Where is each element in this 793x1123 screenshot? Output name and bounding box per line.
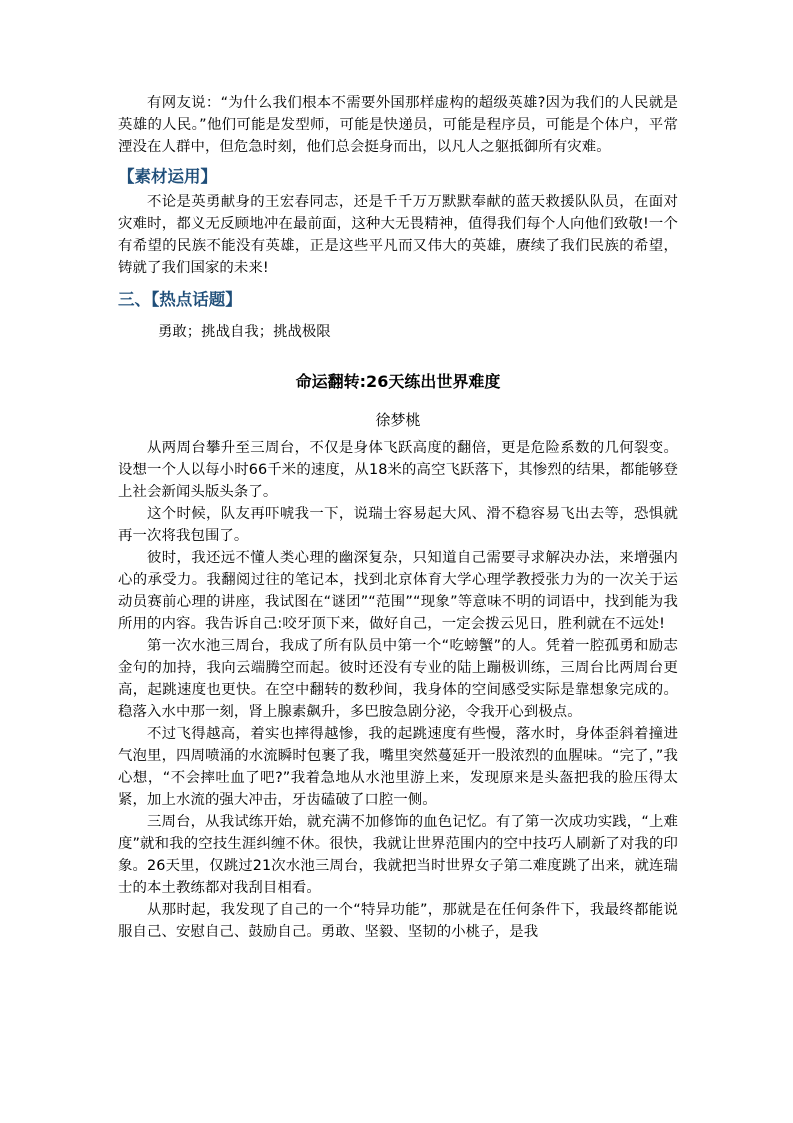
hot-topic-keywords: 勇敢；挑战自我；挑战极限 [158,324,331,340]
article-paragraph-4: 第一次水池三周台，我成了所有队员中第一个“吃螃蟹”的人。凭着一腔孤勇和励志金句的加持，我向云端腾空而起。彼时还没有专业的陆上蹦极训练，三周台比两周台更高，起跳速度也更快。在空中翻转的数秒间，我身体的空间感受实际是靠想象完成的。稳落入水中那一刻，肾上腺素飙升，多巴胺急剧分泌，令我开心到极点。 [118,638,678,720]
hot-topic-heading: 三、【热点话题】 [118,290,242,309]
article-paragraph-1: 从两周台攀升至三周台，不仅是身体飞跃高度的翻倍，更是危险系数的几何裂变。设想一个人以每小时66千米的速度，从18米的高空飞跃落下，其惨烈的结果，都能够登上社会新闻头版头条了。 [118,440,678,500]
material-paragraph: 不论是英勇献身的王宏春同志，还是千千万万默默奉献的蓝天救援队队员，在面对灾难时，都义无反顾地冲在最前面，这种大无畏精神，值得我们每个人向他们致敬!一个有希望的民族不能没有英雄，正是这些平凡而又伟大的英雄，赓续了我们民族的希望，铸就了我们国家的未来! [118,194,678,276]
article-paragraph-7: 从那时起，我发现了自己的一个“特异功能”，那就是在任何条件下，我最终都能说服自己、安慰自己、鼓励自己。勇敢、坚毅、坚韧的小桃子，是我 [118,902,678,940]
material-heading: 【素材运用】 [118,167,217,186]
article-paragraph-3: 彼时，我还远不懂人类心理的幽深复杂，只知道自己需要寻求解决办法，来增强内心的承受力。我翻阅过往的笔记本，找到北京体育大学心理学教授张力为的一次关于运动员赛前心理的讲座，我试图在“谜团”“范围”“现象”等意味不明的词语中，找到能为我所用的内容。我告诉自己:咬牙顶下来，做好自己，一定会拨云见日，胜利就在不远处! [118,550,678,632]
document-page [118,92,678,943]
article-author: 徐梦桃 [375,411,421,429]
article-paragraph-6: 三周台，从我试练开始，就充满不加修饰的血色记忆。有了第一次成功实践，“上难度”就和我的空技生涯纠缠不休。很快，我就让世界范围内的空中技巧人刷新了对我的印象。26天里，仅跳过21次水池三周台，我就把当时世界女子第二难度跳了出来，就连瑞士的本土教练都对我刮目相看。 [118,814,678,896]
intro-paragraph: 有网友说：“为什么我们根本不需要外国那样虚构的超级英雄?因为我们的人民就是英雄的人民。”他们可能是发型师，可能是快递员，可能是程序员，可能是个体户，平常湮没在人群中，但危急时刻，他们总会挺身而出，以凡人之躯抵御所有灾难。 [118,95,678,155]
article-paragraph-5: 不过飞得越高，着实也摔得越惨，我的起跳速度有些慢，落水时，身体歪斜着撞进气泡里，四周喷涌的水流瞬时包裹了我，嘴里突然蔓延开一股浓烈的血腥味。“完了，”我心想，“不会摔吐血了吧?”我着急地从水池里游上来，发现原来是头盔把我的脸压得太紧，加上水流的强大冲击，牙齿磕破了口腔一侧。 [118,726,678,808]
article-paragraph-2: 这个时候，队友再吓唬我一下，说瑞士容易起大风、滑不稳容易飞出去等，恐惧就再一次将我包围了。 [118,506,678,544]
article-title: 命运翻转:26天练出世界难度 [295,372,501,391]
